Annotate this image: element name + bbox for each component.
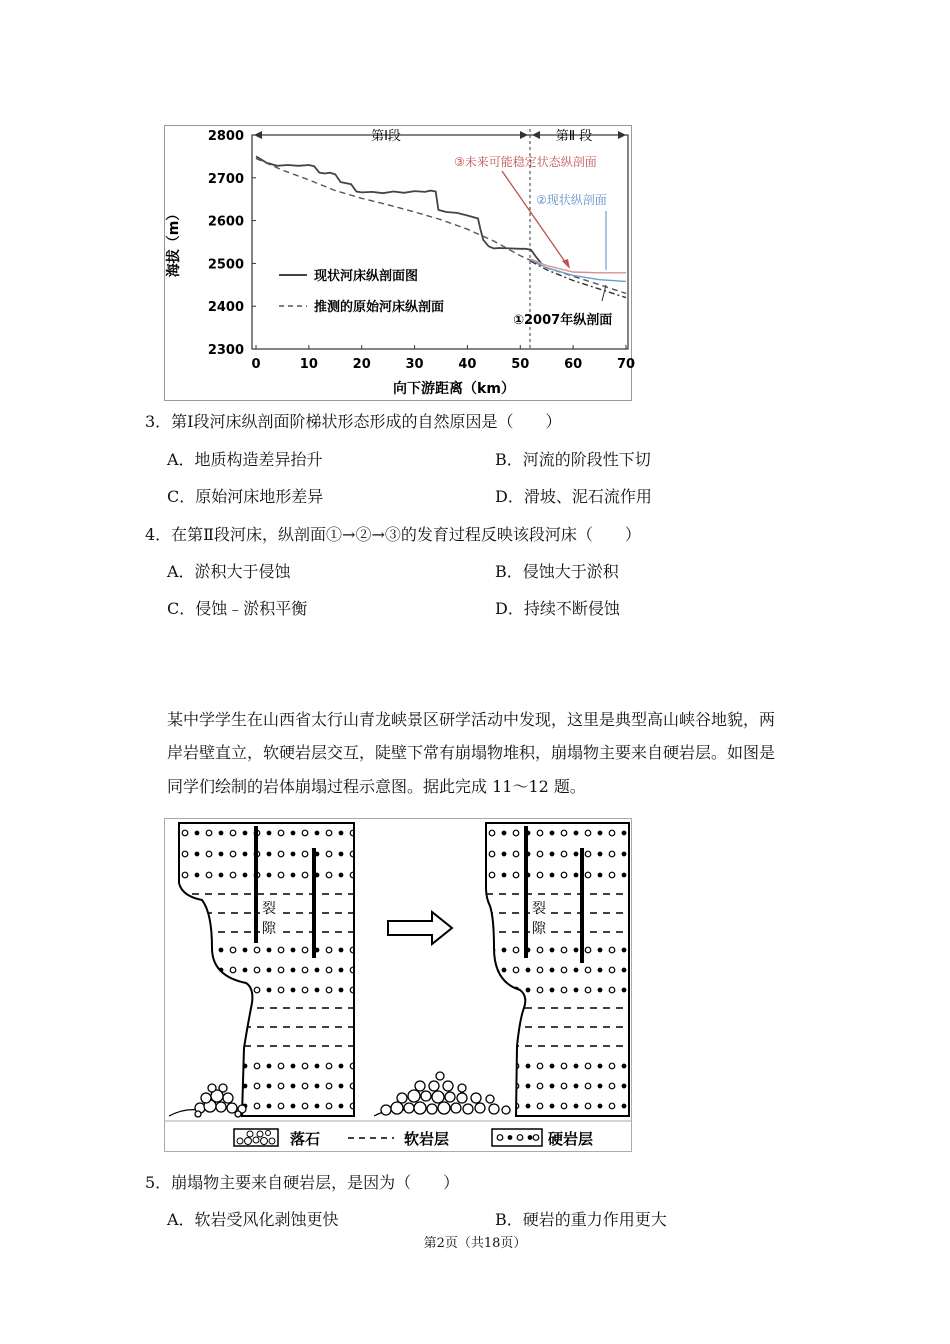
q5-option-a[interactable]: A．软岩受风化剥蚀更快 bbox=[167, 1210, 339, 1229]
passage-line-2: 岸岩壁直立，软硬岩层交互，陡壁下常有崩塌物堆积，崩塌物主要来自硬岩层。如图是 bbox=[167, 743, 776, 762]
crack-label-left-2: 隙 bbox=[262, 921, 276, 937]
q3-option-a[interactable]: A．地质构造差异抬升 bbox=[167, 450, 323, 469]
annotation-current-profile: ②现状纵剖面 bbox=[536, 193, 607, 207]
y-tick-label: 2700 bbox=[207, 171, 244, 187]
passage-line-1: 某中学学生在山西省太行山青龙峡景区研学活动中发现，这里是典型高山峡谷地貌，两 bbox=[167, 710, 776, 729]
legend-current-bed: 现状河床纵剖面图 bbox=[314, 269, 419, 284]
x-tick-label: 10 bbox=[299, 357, 318, 372]
page-footer: 第2页（共18页） bbox=[423, 1236, 527, 1251]
crack-label-right-2: 隙 bbox=[532, 921, 546, 937]
y-tick-label: 2400 bbox=[207, 300, 244, 316]
x-tick-label: 40 bbox=[458, 357, 477, 372]
rock-collapse-diagram bbox=[164, 818, 632, 1152]
q5-option-b[interactable]: B．硬岩的重力作用更大 bbox=[495, 1210, 667, 1229]
annotation-2007-profile: ①2007年纵剖面 bbox=[513, 313, 613, 328]
q3-option-c[interactable]: C．原始河床地形差异 bbox=[167, 487, 324, 506]
river-profile-chart bbox=[164, 125, 636, 401]
x-tick-label: 70 bbox=[616, 357, 636, 372]
crack-label-right-1: 裂 bbox=[532, 901, 546, 917]
q4-option-a[interactable]: A．淤积大于侵蚀 bbox=[167, 562, 291, 581]
q3-option-b[interactable]: B．河流的阶段性下切 bbox=[495, 450, 651, 469]
segment-1-label: 第Ⅰ段 bbox=[371, 129, 401, 144]
y-tick-label: 2800 bbox=[207, 129, 244, 144]
x-tick-label: 0 bbox=[251, 357, 261, 372]
passage-line-3: 同学们绘制的岩体崩塌过程示意图。据此完成 11～12 题。 bbox=[167, 777, 586, 796]
q4-option-d[interactable]: D．持续不断侵蚀 bbox=[495, 599, 620, 618]
y-tick-label: 2600 bbox=[207, 214, 244, 230]
legend-rockfall: 落石 bbox=[290, 1130, 321, 1148]
y-tick-label: 2500 bbox=[207, 257, 244, 273]
question-3-stem: 3．第Ⅰ段河床纵剖面阶梯状形态形成的自然原因是（ ） bbox=[145, 412, 562, 431]
legend-original-bed: 推测的原始河床纵剖面 bbox=[314, 300, 445, 315]
x-tick-label: 50 bbox=[511, 357, 530, 372]
crack-label-left-1: 裂 bbox=[262, 901, 276, 917]
q4-option-c[interactable]: C．侵蚀﹣淤积平衡 bbox=[167, 599, 308, 618]
question-4-stem: 4．在第Ⅱ段河床，纵剖面①→②→③的发育过程反映该段河床（ ） bbox=[145, 525, 641, 544]
legend-soft-rock: 软岩层 bbox=[404, 1130, 450, 1148]
q4-option-b[interactable]: B．侵蚀大于淤积 bbox=[495, 562, 619, 581]
x-tick-label: 20 bbox=[352, 357, 371, 372]
y-axis-label: 海拔（m） bbox=[166, 206, 182, 278]
x-tick-label: 30 bbox=[405, 357, 424, 372]
q3-option-d[interactable]: D．滑坡、泥石流作用 bbox=[495, 487, 652, 506]
question-5-stem: 5．崩塌物主要来自硬岩层，是因为（ ） bbox=[145, 1173, 460, 1192]
legend-hard-rock: 硬岩层 bbox=[548, 1130, 594, 1148]
segment-2-label: 第Ⅱ 段 bbox=[555, 129, 593, 144]
x-tick-label: 60 bbox=[564, 357, 583, 372]
x-axis-label: 向下游距离（km） bbox=[393, 381, 515, 397]
y-tick-label: 2300 bbox=[207, 343, 244, 358]
annotation-future-profile: ③未来可能稳定状态纵剖面 bbox=[454, 155, 597, 169]
